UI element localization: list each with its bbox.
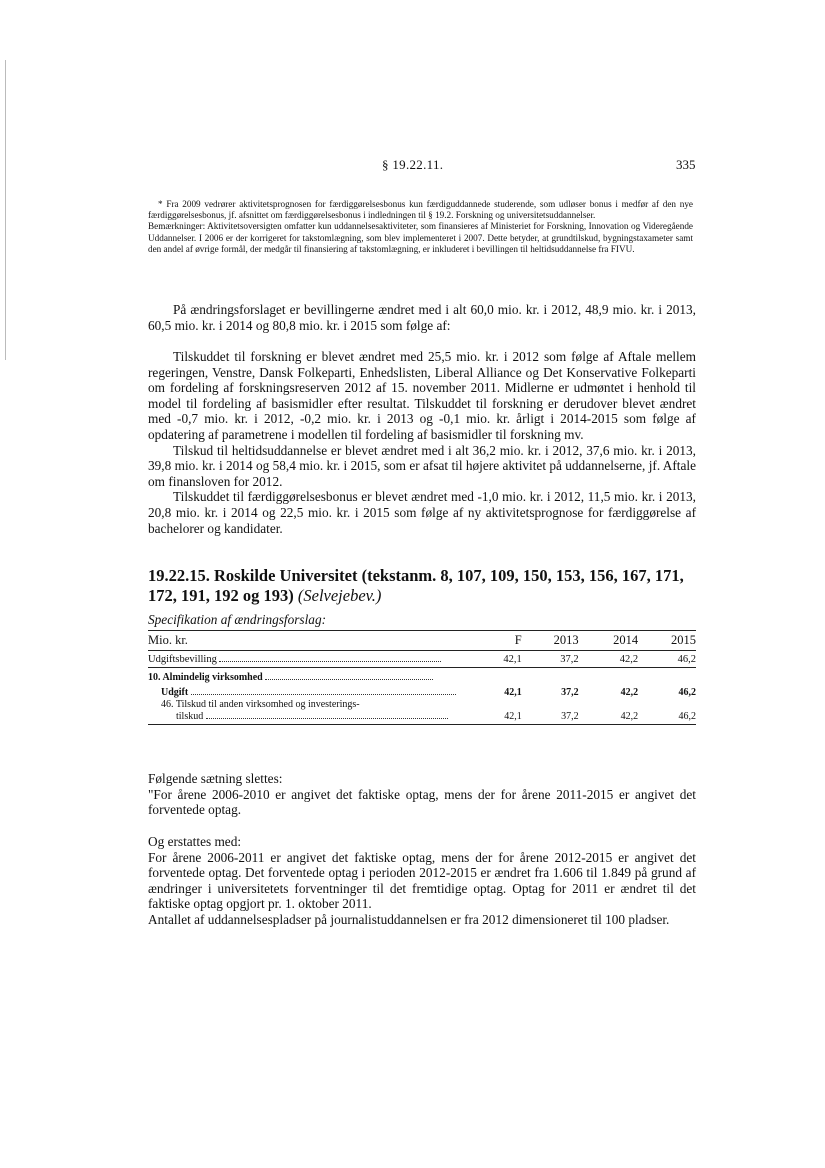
table-header-cell: F (483, 631, 522, 651)
row-label-text: Udgiftsbevilling (148, 654, 217, 665)
paragraph-research: Tilskuddet til forskning er blevet ændret med 25,5 mio. kr. i 2012 som følge af Aftale mellem regeringen, Venstre, Dansk Folkeparti, Enhedslisten, Liberal Alliance og Det Konservative Folkeparti om fordeling af forskningsreserven 2012 af 15. november 2011. Midlerne er udmøntet i henhold til model til fordeling af basismidler efter resultat. Tilskuddet til forskning er derudover blevet ændret med -0,7 mio. kr. i 2012, -0,2 mio. kr. i 2013 og -0,1 mio. kr. årligt i 2014-2015 som følge af opdatering af parametrene i modellen til fordeling af basismidler til forskning mv. (148, 349, 696, 442)
table-cell: 37,2 (522, 710, 579, 725)
row-label-text: 10. Almindelig virksomhed (148, 672, 263, 683)
table-header-cell: Mio. kr. (148, 631, 483, 651)
leader-dots (219, 661, 441, 662)
table-cell: 42,1 (483, 710, 522, 725)
footnote: * Fra 2009 vedrører aktivitetsprognosen for færdiggørelsesbonus kun færdiguddannede studerende, som udløser bonus i medfør af den nye færdiggørelsesbonus, jf. afsnittet om færdiggørelsesbonus i indledningen til § 19.2. Forskning og universitetsuddannelser. (148, 199, 693, 221)
row-label-text: Udgift (161, 687, 189, 698)
intro-paragraph (148, 302, 696, 333)
delete-intro: Følgende sætning slettes: (148, 771, 283, 786)
table-cell: 42,2 (579, 651, 639, 668)
row-label-text: tilskud (176, 711, 204, 722)
running-header-section: § 19.22.11. (382, 157, 444, 172)
leader-dots (265, 679, 433, 680)
remarks: Bemærkninger: Aktivitetsoversigten omfatter kun uddannelsesaktiviteter, som finansieres af Ministeriet for Forskning, Innovation og Videregående Uddannelser. I 2006 er der korrigeret for takstomlægning, som blev implementeret i 2007. Dette betyder, at grundtilskud, bygningstaxameter samt den andel af øvrige formål, der medgår til finansiering af takstomlægning, er inkluderet i bevillingen til heltidsuddannelse fra FIVU. (148, 221, 693, 254)
table-cell: 37,2 (561, 687, 579, 698)
table-row (148, 710, 696, 725)
page-number: 335 (676, 157, 696, 172)
paragraph-completion-bonus: Tilskuddet til færdiggørelsesbonus er blevet ændret med -1,0 mio. kr. i 2012, 11,5 mio. kr. i 2013, 20,8 mio. kr. i 2014 og 22,5 mio. kr. i 2015 som følge af ny aktivitetsprognose for færdiggørelse af bachelorer og kandidater. (148, 489, 696, 536)
section-heading-text: 19.22.15. Roskilde Universitet (tekstanm. 8, 107, 109, 150, 153, 156, 167, 171, 172, 191, 192 og 193) (148, 566, 684, 605)
row-label (148, 683, 483, 698)
table-cell: 46,2 (638, 651, 696, 668)
table-row (148, 698, 696, 710)
table-cell: 42,1 (483, 651, 522, 668)
table-row (148, 668, 696, 684)
table-row (148, 683, 696, 698)
table-cell: 46,2 (638, 710, 696, 725)
row-label (148, 668, 483, 684)
table-header-row (148, 631, 696, 651)
spec-table (148, 630, 696, 725)
leader-dots (191, 694, 456, 695)
table-header-cell: 2014 (579, 631, 639, 651)
replacement-block (148, 834, 696, 928)
table-row (148, 651, 696, 668)
row-label: 46. Tilskud til anden virksomhed og investerings- (161, 699, 360, 710)
table-header-cell: 2013 (522, 631, 579, 651)
replacement-text: For årene 2006-2011 er angivet det faktiske optag, mens der for årene 2012-2015 er angivet det forventede optag. Det forventede optag i perioden 2012-2015 er ændret fra 1.606 til 1.849 på grund af ændringer i universitetets forventninger til det fremtidige optag. Optag for 2011 er ændret til det faktiske optag opgjort pr. 1. oktober 2011. (148, 849, 696, 912)
table-cell: 46,2 (678, 687, 696, 698)
final-text: Antallet af uddannelsespladser på journalistuddannelsen er fra 2012 dimensioneret til 100 pladser. (148, 911, 670, 927)
paragraph-education: Tilskud til heltidsuddannelse er blevet ændret med i alt 36,2 mio. kr. i 2012, 37,6 mio. kr. i 2013, 39,8 mio. kr. i 2014 og 58,4 mio. kr. i 2015, som er afsat til højere aktivitet på uddannelserne, jf. Aftale om finansloven for 2012. (148, 442, 696, 489)
deleted-text: "For årene 2006-2010 er angivet det faktiske optag, mens der for årene 2011-2015 er angivet det forventede optag. (148, 786, 696, 818)
table-header-cell: 2015 (638, 631, 696, 651)
deletion-block (148, 771, 696, 818)
row-label (148, 651, 483, 668)
scan-edge-line (5, 60, 6, 360)
row-label (148, 710, 483, 725)
spec-title: Specifikation af ændringsforslag: (148, 612, 327, 627)
section-heading (148, 566, 696, 605)
explanation-paragraphs (148, 349, 696, 536)
table-cell: 37,2 (522, 651, 579, 668)
notes-block (148, 199, 693, 255)
leader-dots (206, 718, 448, 719)
section-heading-suffix: (Selvejebev.) (297, 585, 382, 605)
table-cell: 42,1 (504, 687, 522, 698)
replace-intro: Og erstattes med: (148, 834, 242, 849)
paragraph-amendment-total: På ændringsforslaget er bevillingerne ændret med i alt 60,0 mio. kr. i 2012, 48,9 mio. kr. i 2013, 60,5 mio. kr. i 2014 og 80,8 mio. kr. i 2015 som følge af: (148, 302, 696, 333)
table-cell: 42,2 (620, 687, 639, 698)
table-cell: 42,2 (579, 710, 639, 725)
